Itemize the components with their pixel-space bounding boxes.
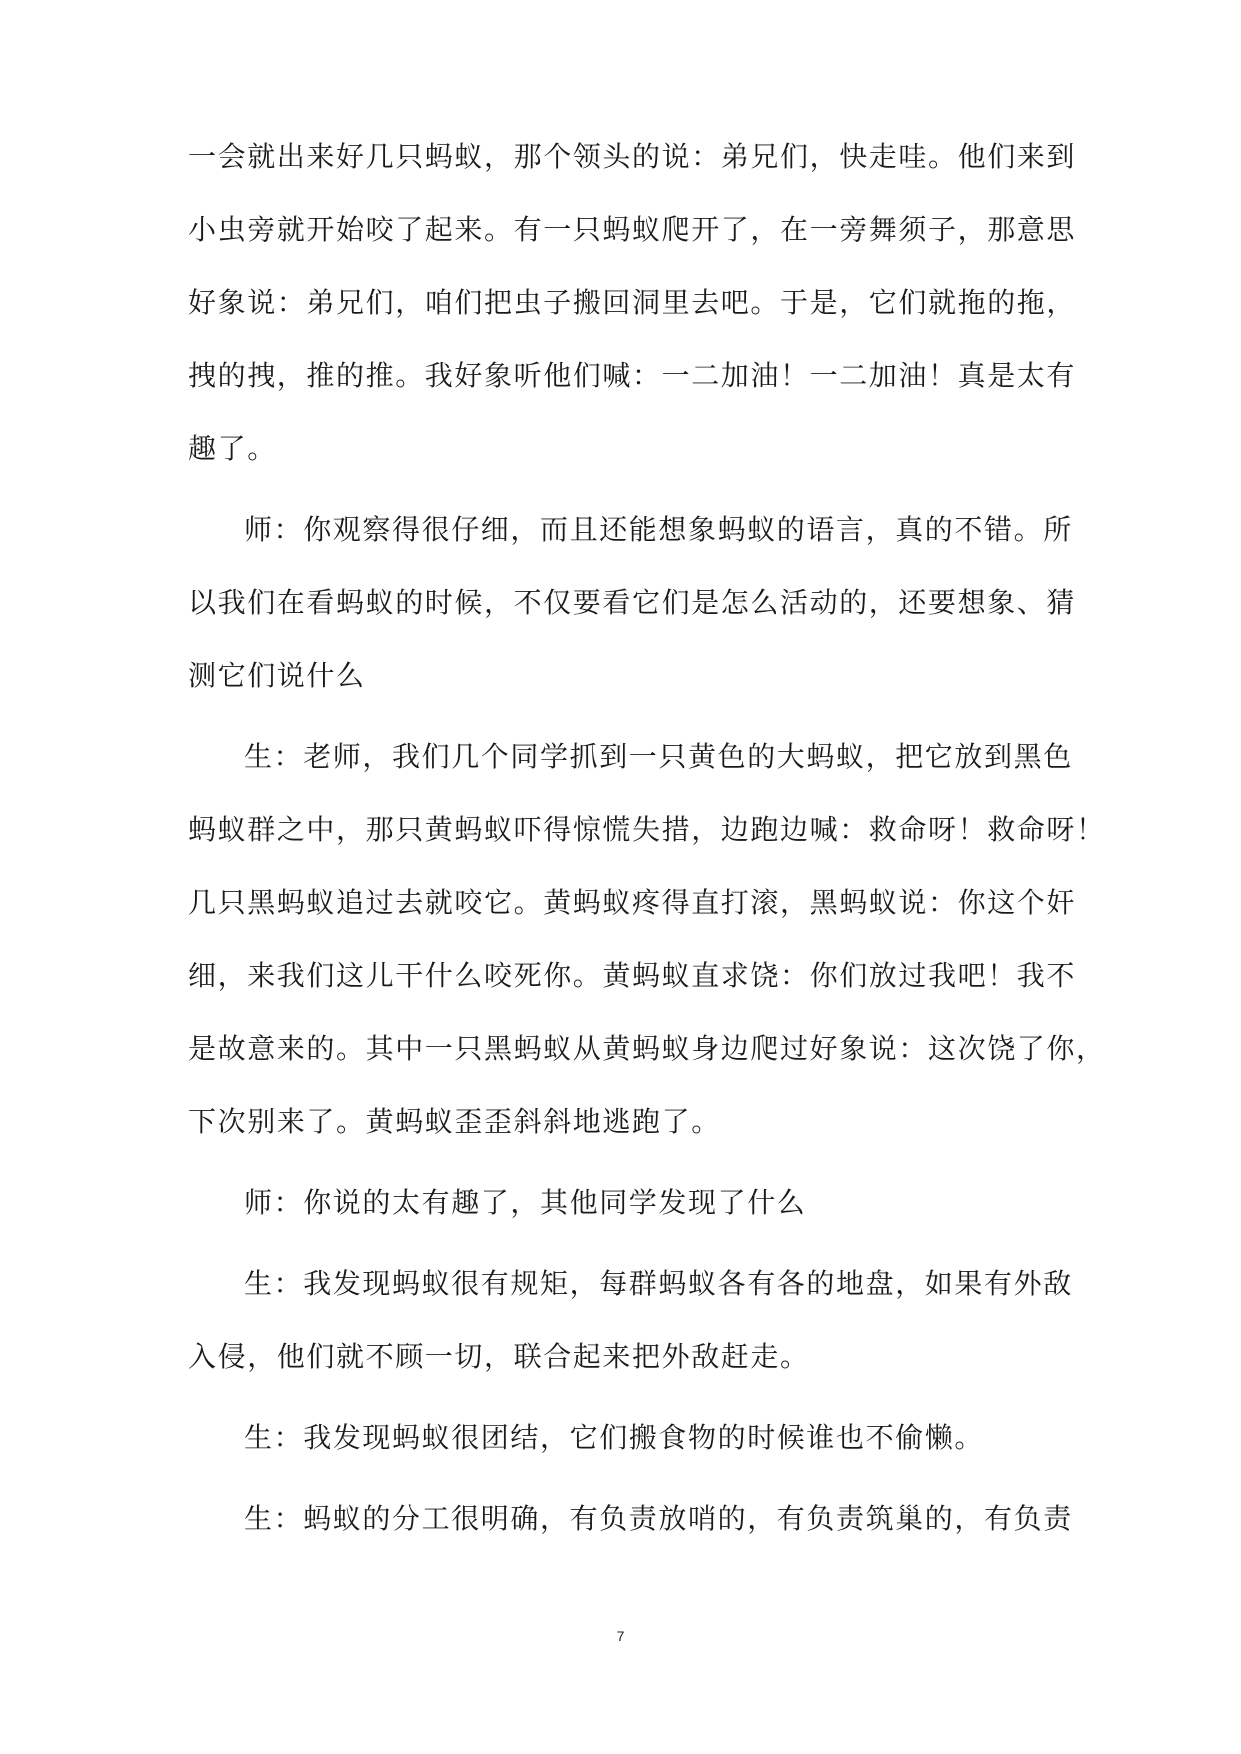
text-line: 几只黑蚂蚁追过去就咬它。黄蚂蚁疼得直打滚，黑蚂蚁说：你这个奸: [188, 886, 1077, 919]
teacher-paragraph-line: 师：你说的太有趣了，其他同学发现了什么: [244, 1186, 807, 1219]
text-line: 下次别来了。黄蚂蚁歪歪斜斜地逃跑了。: [188, 1105, 721, 1138]
student-paragraph-line: 生：我发现蚂蚁很团结，它们搬食物的时候谁也不偷懒。: [244, 1421, 985, 1454]
text-line: 趣了。: [188, 432, 277, 465]
text-line: 是故意来的。其中一只黑蚂蚁从黄蚂蚁身边爬过好象说：这次饶了你，: [188, 1032, 1106, 1065]
text-line: 测它们说什么: [188, 659, 366, 692]
student-paragraph-line: 生：蚂蚁的分工很明确，有负责放哨的，有负责筑巢的，有负责: [244, 1502, 1073, 1535]
text-line: 好象说：弟兄们，咱们把虫子搬回洞里去吧。于是，它们就拖的拖，: [188, 286, 1077, 319]
text-line: 小虫旁就开始咬了起来。有一只蚂蚁爬开了，在一旁舞须子，那意思: [188, 213, 1077, 246]
text-line: 细，来我们这儿干什么咬死你。黄蚂蚁直求饶：你们放过我吧！我不: [188, 959, 1077, 992]
text-line: 拽的拽，推的推。我好象听他们喊：一二加油！一二加油！真是太有: [188, 359, 1077, 392]
text-line: 蚂蚁群之中，那只黄蚂蚁吓得惊慌失措，边跑边喊：救命呀！救命呀！: [188, 813, 1106, 846]
text-line: 以我们在看蚂蚁的时候，不仅要看它们是怎么活动的，还要想象、猜: [188, 586, 1077, 619]
student-paragraph-line: 生：我发现蚂蚁很有规矩，每群蚂蚁各有各的地盘，如果有外敌: [244, 1267, 1073, 1300]
text-line: 一会就出来好几只蚂蚁，那个领头的说：弟兄们，快走哇。他们来到: [188, 140, 1077, 173]
teacher-paragraph-line: 师：你观察得很仔细，而且还能想象蚂蚁的语言，真的不错。所: [244, 513, 1073, 546]
student-paragraph-line: 生：老师，我们几个同学抓到一只黄色的大蚂蚁，把它放到黑色: [244, 740, 1073, 773]
page-number: 7: [616, 1628, 625, 1644]
text-line: 入侵，他们就不顾一切，联合起来把外敌赶走。: [188, 1340, 810, 1373]
